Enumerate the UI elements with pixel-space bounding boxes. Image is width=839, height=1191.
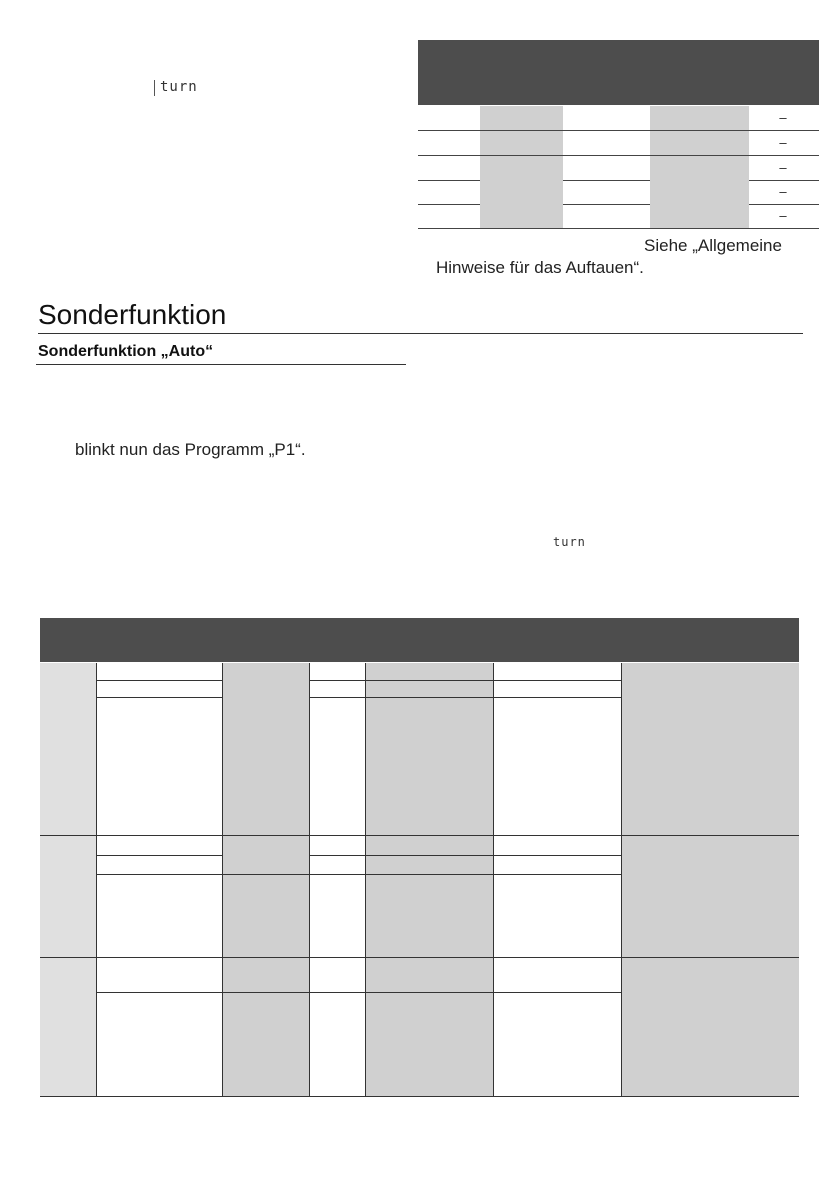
section-title: Sonderfunktion <box>38 299 227 330</box>
table-cell <box>650 106 749 130</box>
dash-cell: – <box>779 135 787 150</box>
note-line-1: Siehe „Allgemeine <box>644 236 782 255</box>
table-cell <box>622 836 799 957</box>
table-cell <box>480 106 563 130</box>
dash-cell: – <box>779 184 787 199</box>
table-rule <box>96 992 621 993</box>
table-cell <box>223 836 309 957</box>
top-table-row <box>418 156 819 181</box>
table-cell <box>650 156 749 180</box>
display-cursor <box>154 80 155 96</box>
table-cell <box>366 958 493 1096</box>
table-rule <box>40 1096 799 1097</box>
note-line-2: Hinweise für das Auftauen“. <box>436 258 644 277</box>
table-rule <box>493 663 494 1096</box>
top-table-header <box>418 40 819 105</box>
table-cell <box>223 663 309 835</box>
table-rule <box>40 835 799 836</box>
table-cell <box>622 663 799 835</box>
top-table-row <box>418 106 819 131</box>
section-divider <box>38 333 803 334</box>
table-rule <box>96 663 97 1096</box>
program-table-header <box>40 618 799 662</box>
table-rule <box>309 855 621 856</box>
table-rule <box>96 874 621 875</box>
top-table-row <box>418 180 819 205</box>
dash-cell: – <box>779 208 787 223</box>
subsection-divider <box>36 364 406 365</box>
table-rule <box>222 663 223 1096</box>
table-cell <box>480 180 563 204</box>
table-cell <box>480 156 563 180</box>
table-cell <box>650 131 749 155</box>
table-cell <box>40 836 96 957</box>
table-rule <box>96 855 222 856</box>
table-cell <box>480 204 563 228</box>
table-cell <box>223 958 309 1096</box>
top-table-row <box>418 131 819 156</box>
table-cell <box>40 663 96 835</box>
dash-cell: – <box>779 110 787 125</box>
table-cell <box>650 204 749 228</box>
table-cell <box>480 131 563 155</box>
table-cell <box>40 958 96 1096</box>
table-rule <box>621 663 622 1096</box>
table-rule <box>309 680 621 681</box>
body-paragraph: blinkt nun das Programm „P1“. <box>75 440 306 459</box>
display-turn-bottom: turn <box>553 535 586 549</box>
top-table-row <box>418 204 819 229</box>
table-rule <box>96 697 222 698</box>
display-turn-top: turn <box>160 79 198 95</box>
dash-cell: – <box>779 160 787 175</box>
table-rule <box>309 663 310 1096</box>
table-rule <box>365 663 366 1096</box>
subsection-title: Sonderfunktion „Auto“ <box>38 343 214 360</box>
table-rule <box>309 697 621 698</box>
table-rule <box>40 957 799 958</box>
table-cell <box>366 663 493 835</box>
table-rule <box>96 680 222 681</box>
table-cell <box>622 958 799 1096</box>
table-cell <box>650 180 749 204</box>
